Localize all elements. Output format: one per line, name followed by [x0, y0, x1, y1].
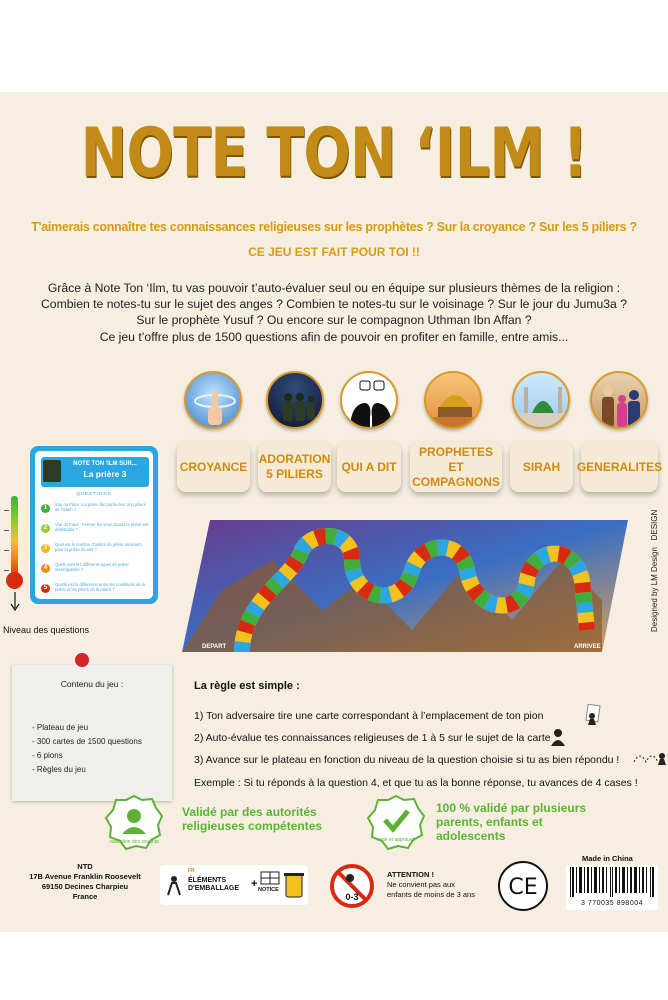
thermometer-tick [4, 510, 9, 511]
contents-item: - Règles du jeu [32, 763, 142, 777]
recycle-plus: + [251, 878, 258, 890]
card-question-number: 5 [41, 584, 50, 593]
contents-list [32, 721, 142, 777]
card-question [41, 541, 149, 557]
thinking-person-icon [548, 726, 568, 746]
intro-line: Combien te notes-tu sur le sujet des anges ? Combien te notes-tu sur le voisinage ? Sur le jour du Jumu3a ? [40, 297, 627, 311]
thermometer-tick [4, 550, 9, 551]
rule-line: 3) Avance sur le plateau en fonction du niveau de la question choisie si tu as bien répondu ! [194, 754, 620, 766]
rule-line: Exemple : Si tu réponds à la question 4, et que tu as la bonne réponse, tu avances de 4 cases ! [194, 777, 638, 789]
contents-item: - Plateau de jeu [32, 721, 142, 735]
theme-prophetes: PROPHETES ET COMPAGNONS [410, 442, 502, 492]
card-header-small: NOTE TON 'ILM SUR... [73, 461, 137, 467]
board-start-label: DEPART [202, 644, 227, 650]
card-question-text: Vrai ou Faux : Fermer les yeux durant la prière est détestable ? [55, 522, 149, 532]
tagline-call: CE JEU EST FAIT POUR TOI !! [248, 245, 420, 259]
card-question-text: Quels sont les différents types de prière surérogatoire ? [55, 562, 129, 572]
theme-qui-a-dit: QUI A DIT [337, 442, 401, 492]
attention-line: Ne convient pas aux [387, 880, 455, 889]
scholars-seal-text: validation des savants [109, 839, 159, 845]
contents-title: Contenu du jeu : [60, 679, 124, 689]
approved-seal-icon [366, 794, 426, 850]
contents-item: - 300 cartes de 1500 questions [32, 735, 142, 749]
rules-title: La règle est simple : [194, 680, 300, 692]
approved-badge-text: 100 % validé par plusieurs parents, enfants et adolescents [436, 801, 587, 843]
theme-generalites: GENERALITES [581, 442, 658, 492]
notice-sheet-icon [260, 871, 280, 885]
thermometer-tick [4, 570, 9, 571]
rule-line: 2) Auto-évalue tes connaissances religieuses de 1 à 5 sur le sujet de la carte [194, 732, 551, 744]
recycle-country: FR [188, 868, 195, 874]
triman-icon [164, 873, 184, 897]
pawn-moving-icon [632, 748, 666, 766]
address-line: France [72, 892, 98, 901]
attention-title: ATTENTION ! [387, 870, 434, 879]
thermometer-bulb [6, 572, 23, 589]
card-question-number: 4 [41, 564, 50, 573]
contents-note [12, 665, 172, 801]
generalites-icon [590, 371, 648, 429]
card-question-text: Quelle est la différence entre les conditions de la prière et les piliers de la prière ? [55, 582, 146, 592]
adoration-icon [266, 371, 324, 429]
barcode-number: 3 770035 898004 [581, 900, 643, 907]
card-question [41, 501, 149, 517]
thermometer-tick [4, 530, 9, 531]
croyance-icon [184, 371, 242, 429]
contents-item: - 6 pions [32, 749, 142, 763]
age-warning-label: 0-3 [345, 892, 359, 902]
intro-text [20, 280, 648, 328]
card-question-number: 1 [41, 504, 50, 513]
attention-line: enfants de moins de 3 ans [387, 890, 475, 899]
ce-mark-icon [497, 860, 549, 912]
company-address [18, 862, 152, 902]
card-question-text: Vrai ou Faux : La prière fait partie des cinq piliers de l'Islam ? [55, 502, 146, 512]
address-line: 17B Avenue Franklin Roosevelt [29, 872, 141, 881]
made-in: Made in China [582, 854, 633, 863]
card-header-topic: La prière 3 [83, 469, 127, 479]
recycling-info [160, 865, 308, 905]
intro-line: Sur le prophète Yusuf ? Ou encore sur le compagnon Uthman Ibn Affan ? [136, 313, 532, 327]
barcode-bars [566, 865, 658, 899]
theme-adoration: ADORATION 5 PILIERS [258, 442, 331, 492]
sirah-icon [512, 371, 570, 429]
card-question [41, 521, 149, 537]
card-questions-label: QUESTIONS [76, 491, 112, 496]
card-question [41, 581, 149, 597]
game-title: NOTE TON ‘ILM ! [80, 114, 588, 193]
age-warning-icon [330, 864, 374, 908]
rule-line: 1) Ton adversaire tire une carte correspondant à l’emplacement de ton pion [194, 710, 544, 722]
age-warning-text [387, 870, 475, 900]
recycle-notice: NOTICE [258, 887, 279, 893]
designer-credit [650, 432, 659, 632]
yellow-bin-icon [284, 871, 304, 899]
theme-sirah: SIRAH [510, 442, 573, 492]
recycle-label: ÉLÉMENTS D'EMBALLAGE [188, 877, 240, 892]
game-board [182, 520, 628, 652]
card-question-text: Quel est le nombre d'unités de prière minimum pour la prière du witr ? [55, 542, 142, 552]
level-thermometer [11, 496, 18, 578]
sample-card [30, 446, 158, 604]
intro-line: Grâce à Note Ton ‘Ilm, tu vas pouvoir t’auto-évaluer seul ou en équipe sur plusieurs thèmes de la religion : [47, 281, 621, 295]
board-end-label: ARRIVEE [574, 644, 601, 650]
card-question [41, 561, 149, 577]
theme-croyance: CROYANCE [177, 442, 250, 492]
arrow-down-icon [9, 592, 21, 612]
scholars-badge-text: Validé par des autorités religieuses compétentes [182, 805, 323, 833]
approved-seal-text: testé et approuvé [376, 837, 416, 843]
company-name: NTD [77, 862, 93, 871]
ce-mark-text: CE [508, 875, 538, 900]
card-question-number: 3 [41, 544, 50, 553]
offer-text: Ce jeu t’offre plus de 1500 questions afin de pouvoir en profiter en famille, entre amis... [99, 330, 569, 344]
designer-credit-text: Designed by LM Design [650, 547, 659, 632]
brand-logo-text: DESIGN [650, 509, 659, 541]
tagline: T'aimerais connaître tes connaissances religieuses sur les prophètes ? Sur la croyance ? Sur les 5 piliers ? [31, 220, 637, 234]
qui-a-dit-icon [340, 371, 398, 429]
card-photo [43, 460, 61, 482]
prophetes-icon [424, 371, 482, 429]
pushpin-icon [75, 653, 89, 667]
card-pawn-icon [583, 704, 605, 726]
product-back [0, 92, 668, 932]
scholars-seal-icon [104, 794, 164, 850]
address-line: 69150 Decines Charpieu [41, 882, 129, 891]
level-label: Niveau des questions [3, 625, 90, 635]
card-question-number: 2 [41, 524, 50, 533]
